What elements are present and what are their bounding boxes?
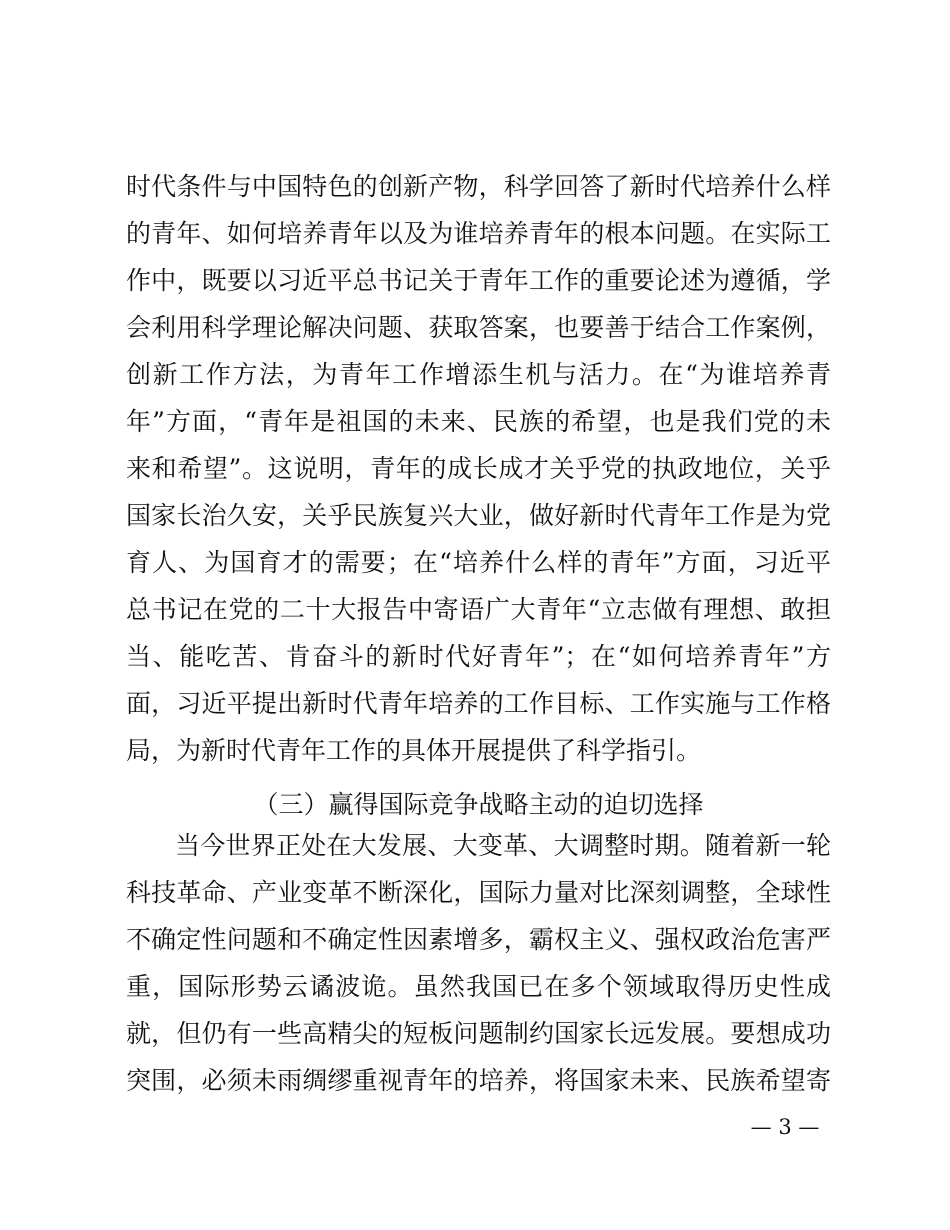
paragraph-line: 当、能吃苦、肯奋斗的新时代好青年”；在“如何培养青年”方 (126, 642, 831, 671)
paragraph-line: 的青年、如何培养青年以及为谁培养青年的根本问题。在实际工 (126, 219, 831, 248)
paragraph-line: 当今世界正处在大发展、大变革、大调整时期。随着新一轮 (175, 831, 831, 860)
paragraph-line: 会利用科学理论解决问题、获取答案，也要善于结合工作案例， (126, 313, 831, 342)
paragraph-line: 局，为新时代青年工作的具体开展提供了科学指引。 (126, 736, 702, 765)
paragraph-line: 面，习近平提出新时代青年培养的工作目标、工作实施与工作格 (126, 689, 831, 718)
paragraph-line: 育人、为国育才的需要；在“培养什么样的青年”方面，习近平 (126, 548, 831, 577)
paragraph-line: 创新工作方法，为青年工作增添生机与活力。在“为谁培养青 (126, 360, 831, 389)
paragraph-line: 来和希望”。这说明，青年的成长成才关乎党的执政地位，关乎 (126, 454, 831, 483)
paragraph-line: 就，但仍有一些高精尖的短板问题制约国家长远发展。要想成功 (126, 1019, 831, 1048)
paragraph-line: 时代条件与中国特色的创新产物，科学回答了新时代培养什么样 (126, 172, 831, 201)
paragraph-line: 不确定性问题和不确定性因素增多，霸权主义、强权政治危害严 (126, 925, 831, 954)
paragraph-line: 作中，既要以习近平总书记关于青年工作的重要论述为遵循，学 (126, 266, 831, 295)
paragraph-line: 科技革命、产业变革不断深化，国际力量对比深刻调整，全球性 (126, 878, 831, 907)
paragraph-line: 重，国际形势云谲波诡。虽然我国已在多个领域取得历史性成 (126, 972, 831, 1001)
paragraph-line: 突围，必须未雨绸缪重视青年的培养，将国家未来、民族希望寄 (126, 1066, 831, 1095)
paragraph-line: 国家长治久安，关乎民族复兴大业，做好新时代青年工作是为党 (126, 501, 831, 530)
paragraph-line: 年”方面，“青年是祖国的未来、民族的希望，也是我们党的未 (126, 407, 831, 436)
page-number: — 3 — (750, 1115, 820, 1139)
section-heading: （三）赢得国际竞争战略主动的迫切选择 (253, 790, 704, 819)
paragraph-line: 总书记在党的二十大报告中寄语广大青年“立志做有理想、敢担 (126, 595, 831, 624)
